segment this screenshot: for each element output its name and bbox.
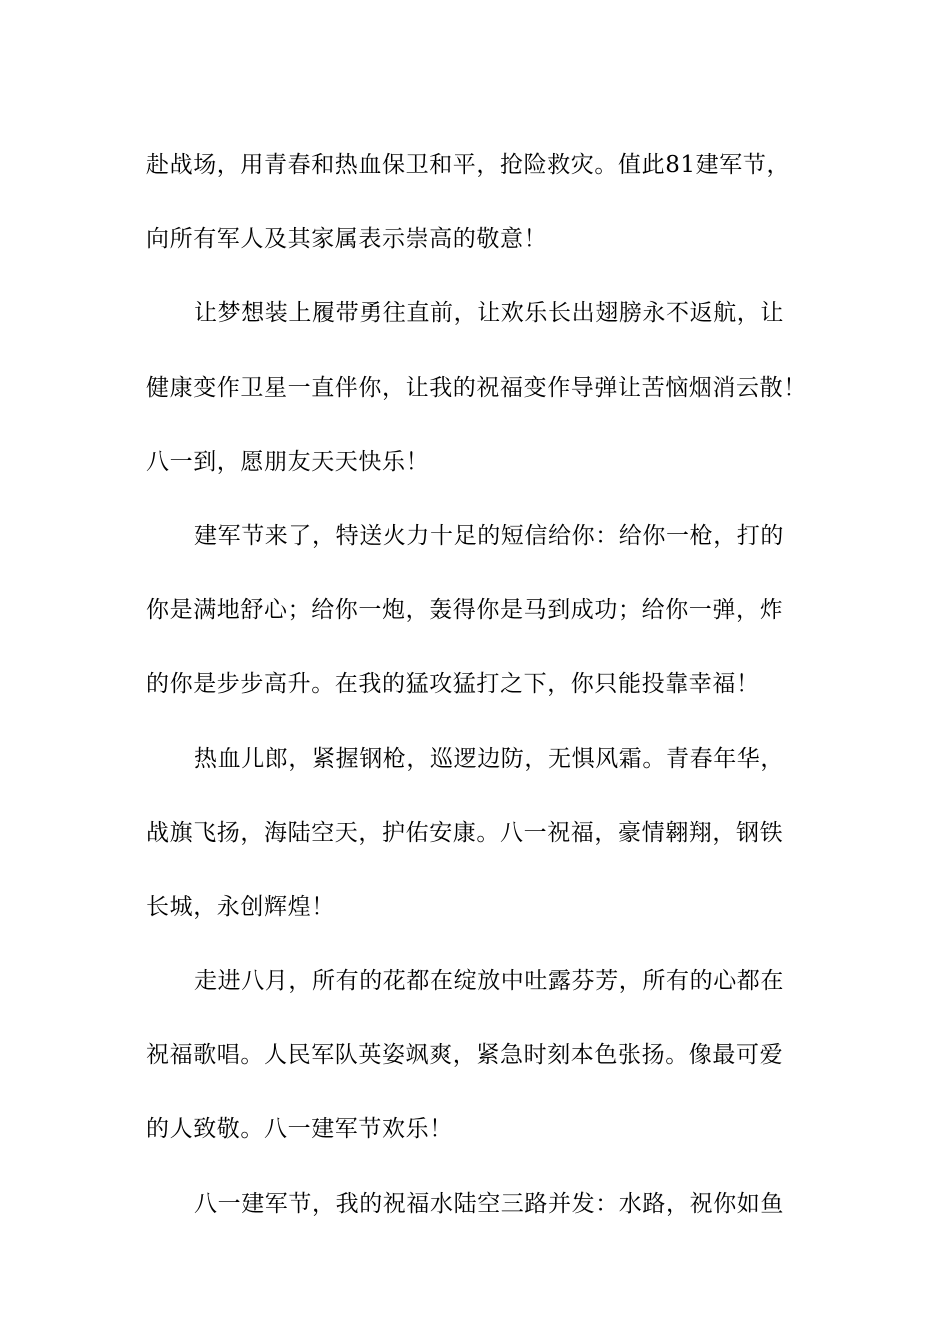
text-line: 战旗飞扬，海陆空天，护佑安康。八一祝福，豪情翱翔，钢铁 bbox=[146, 819, 784, 846]
text-line: 你是满地舒心；给你一炮，轰得你是马到成功；给你一弹，炸 bbox=[146, 597, 784, 624]
text-line: 八一到，愿朋友天天快乐！ bbox=[146, 448, 430, 475]
paragraph-start-line: 八一建军节，我的祝福水陆空三路并发：水路，祝你如鱼 bbox=[194, 1190, 784, 1217]
paragraph-start-line: 建军节来了，特送火力十足的短信给你：给你一枪，打的 bbox=[194, 522, 784, 549]
text-line: 向所有军人及其家属表示崇高的敬意！ bbox=[146, 226, 548, 253]
document-body bbox=[146, 128, 806, 1241]
text-line: 健康变作卫星一直伴你，让我的祝福变作导弹让苦恼烟消云散！ bbox=[146, 374, 807, 401]
text-line: 祝福歌唱。人民军队英姿飒爽，紧急时刻本色张扬。像最可爱 bbox=[146, 1042, 784, 1069]
text-line: 赴战场，用青春和热血保卫和平，抢险救灾。值此81建军节， bbox=[146, 152, 791, 178]
text-line: 的你是步步高升。在我的猛攻猛打之下，你只能投靠幸福！ bbox=[146, 671, 760, 698]
paragraph-start-line: 热血儿郎，紧握钢枪，巡逻边防，无惧风霜。青春年华， bbox=[194, 745, 784, 772]
text-line: 的人致敬。八一建军节欢乐！ bbox=[146, 1116, 453, 1143]
text-line: 长城，永创辉煌！ bbox=[146, 893, 335, 920]
paragraph-start-line: 让梦想装上履带勇往直前，让欢乐长出翅膀永不返航，让 bbox=[194, 300, 784, 327]
paragraph-start-line: 走进八月，所有的花都在绽放中吐露芬芳，所有的心都在 bbox=[194, 968, 784, 995]
